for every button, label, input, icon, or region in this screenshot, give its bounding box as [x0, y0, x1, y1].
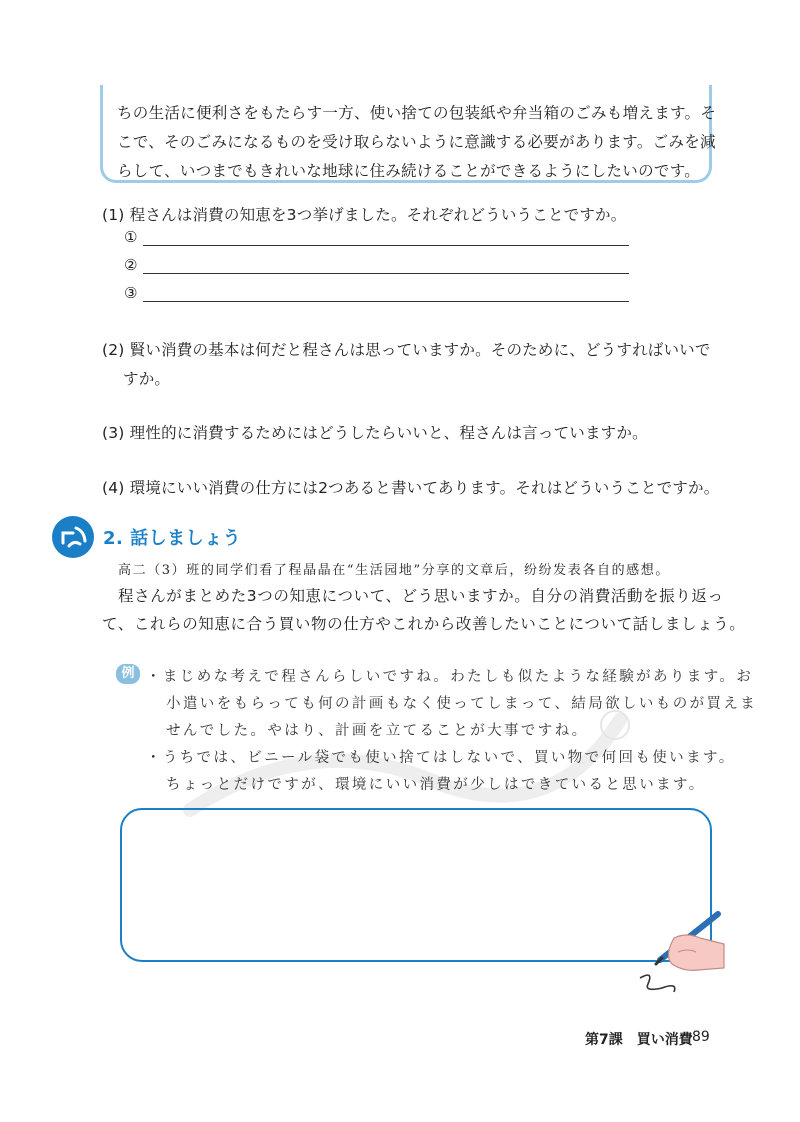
intro-box [100, 85, 717, 183]
example-line: ちょっとだけですが、環境にいい消費が少しはできていると思います。 [166, 777, 706, 793]
question-1: (1) 程さんは消費の知恵を3つ挙げました。それぞれどういうことですか。 [102, 206, 627, 224]
writing-hand-icon [638, 908, 730, 998]
answer-mark: ③ [124, 284, 138, 302]
answer-row-2[interactable] [124, 256, 629, 274]
answer-line[interactable] [143, 285, 629, 302]
answer-mark: ② [124, 256, 138, 274]
answer-row-3[interactable] [124, 284, 629, 302]
intro-line: こで、そのごみになるものを受け取らないように意識する必要があります。ごみを減 [117, 133, 716, 151]
intro-line: らして、いつまでもきれいな地球に住み続けることができるようにしたいのです。 [117, 162, 701, 180]
example-badge: 例 [116, 664, 140, 684]
example-line: せんでした。やはり、計画を立てることが大事ですね。 [166, 723, 589, 739]
intro-line: ちの生活に便利さをもたらす一方、使い捨ての包装紙や弁当箱のごみも増えます。そ [117, 104, 717, 122]
answer-line[interactable] [143, 257, 629, 274]
example-line: 小遣いをもらっても何の計画もなく使ってしまって、結局欲しいものが買えま [166, 696, 758, 712]
answer-row-1[interactable] [124, 228, 629, 246]
section-body-line: 程さんがまとめた3つの知恵について、どう思いますか。自分の消費活動を振り返っ [118, 587, 724, 605]
chinese-context: 高二（3）班的同学们看了程晶晶在“生活园地”分享的文章后，纷纷发表各自的感想。 [118, 563, 670, 578]
example-line: ・うちでは、ビニール袋でも使い捨てはしないで、買い物で何回も使います。 [146, 750, 736, 766]
page-number: 89 [692, 1029, 710, 1045]
section-icon [52, 516, 94, 558]
section-title: 2. 話しましょう [103, 528, 242, 549]
question-2-cont: すか。 [123, 370, 171, 388]
answer-mark: ① [124, 228, 138, 246]
question-2: (2) 賢い消費の基本は何だと程さんは思っていますか。そのために、どうすればいいで [102, 341, 711, 359]
section-body-line: て、これらの知恵に合う買い物の仕方やこれから改善したいことについて話しましょう。 [102, 615, 746, 633]
question-4: (4) 環境にいい消費の仕方には2つあると書いてあります。それはどういうことですか。 [102, 479, 720, 497]
question-3: (3) 理性的に消費するためにはどうしたらいいと、程さんは言っていますか。 [102, 424, 648, 442]
example-line: ・まじめな考えで程さんらしいですね。わたしも似たような経験があります。お [146, 669, 754, 685]
answer-line[interactable] [143, 229, 629, 246]
footer-lesson: 第7課 買い消費 [585, 1032, 693, 1048]
writing-area[interactable] [120, 808, 712, 962]
